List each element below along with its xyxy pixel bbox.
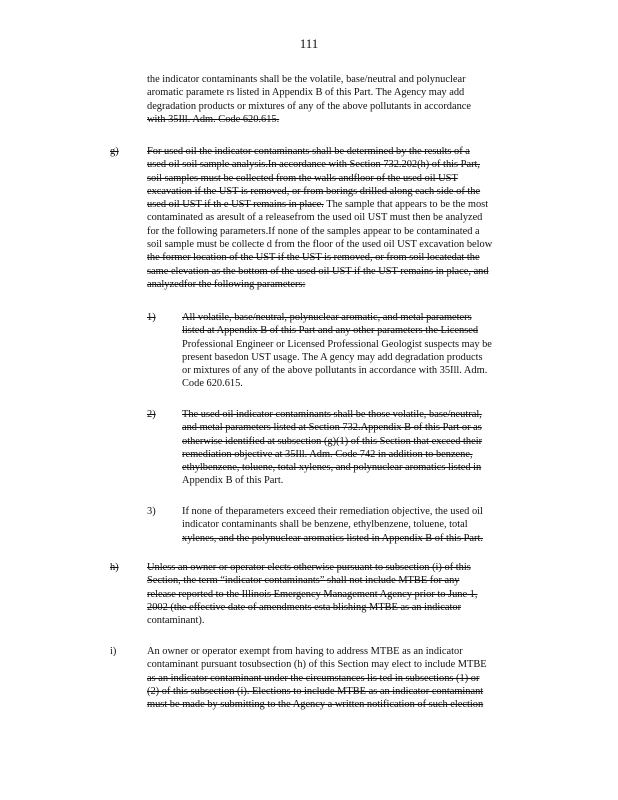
line-text: and metal parameters listed at Section 732.Appendix B of this Part or as bbox=[182, 422, 482, 434]
section-g-line bbox=[147, 172, 492, 185]
line-text: soil sample must be collecte d from the floor of the used oil UST excavation below bbox=[147, 239, 493, 251]
line-text: An owner or operator exempt from having to address MTBE as an indicator bbox=[147, 646, 463, 657]
section-g-line bbox=[147, 145, 492, 158]
line-text: If none of theparameters exceed their remediation objective, the used oil bbox=[182, 506, 483, 517]
item-1-line bbox=[182, 377, 492, 390]
page-number: 111 bbox=[299, 36, 319, 51]
line-text: ethylbenzene, toluene, total xylenes, and polynuclear aromatics listed in bbox=[182, 462, 482, 474]
section-i-line bbox=[147, 672, 487, 685]
section-h-line bbox=[147, 574, 477, 587]
line-text: the indicator contaminants shall be the volatile, base/neutral and polynuclear bbox=[147, 74, 466, 85]
line-text: or mixtures of any of the above pollutants in accordance with 35Ill. Adm. bbox=[182, 365, 488, 377]
line-text: soil samples must be collected from the walls andfloor of the used oil UST bbox=[147, 172, 458, 184]
line-text: present basedon UST usage. The A gency may add degradation products bbox=[182, 351, 483, 363]
line-text: listed at Appendix B of this Part and any other parameters the Licensed bbox=[182, 325, 479, 337]
intro-line bbox=[147, 113, 471, 126]
intro-paragraph bbox=[147, 73, 471, 126]
line-text: used oil UST if th e UST remains in place. bbox=[147, 199, 324, 211]
section-g-line bbox=[147, 278, 492, 291]
item-3-line bbox=[182, 532, 483, 545]
line-text: the former location of the UST if the UST is removed, or from soil locatedat the bbox=[147, 252, 480, 264]
section-h-line bbox=[147, 601, 477, 614]
section-i-line bbox=[147, 645, 487, 658]
section-h-line bbox=[147, 588, 477, 601]
line-text: degradation products or mixtures of any of the above pollutants in accordance bbox=[147, 100, 472, 112]
line-text: excavation if the UST is removed, or from borings drilled along each side of the bbox=[147, 185, 481, 197]
line-text: The used oil indicator contaminants shall be those volatile, base/neutral, bbox=[182, 409, 482, 420]
line-text-rest: The sample that appears to be the most bbox=[323, 199, 489, 211]
item-2-line bbox=[182, 408, 482, 421]
line-text: as an indicator contaminant under the circumstances lis ted in subsections (1) or bbox=[147, 672, 480, 684]
line-text: 2002 (the effective date of amendments esta blishing MTBE as an indicator bbox=[147, 601, 462, 613]
line-text: contaminated as aresult of a releasefrom the used oil UST must then be analyzed bbox=[147, 212, 483, 224]
item-2-line bbox=[182, 421, 482, 434]
intro-line bbox=[147, 86, 471, 99]
line-text: release reported to the Illinois Emergency Management Agency prior to June 1, bbox=[147, 588, 478, 600]
line-text: must be made by submitting to the Agency a written notification of such election bbox=[147, 699, 484, 711]
item-2-line bbox=[182, 474, 482, 487]
section-i-line bbox=[147, 685, 487, 698]
section-g-line bbox=[147, 211, 492, 224]
item-1-paragraph bbox=[182, 311, 492, 391]
section-g-paragraph bbox=[147, 145, 492, 291]
line-text: indicator contaminants shall be benzene, ethylbenzene, toluene, total bbox=[182, 519, 468, 531]
line-text: remediation objective at 35Ill. Adm. Code 742 in addition to benzene, bbox=[182, 448, 473, 460]
line-text: for the following parameters.If none of the samples appear to be contaminated a bbox=[147, 225, 480, 237]
item-1-marker: 1) bbox=[147, 312, 156, 323]
line-text: Appendix B of this Part. bbox=[182, 475, 284, 487]
line-text: otherwise identified at subsection (g)(1) of this Section that exceed their bbox=[182, 435, 483, 447]
item-3-line bbox=[182, 518, 483, 531]
line-text: same elevation as the bottom of the used oil UST if the UST remains in place, and bbox=[147, 265, 489, 277]
item-1-line bbox=[182, 351, 492, 364]
section-g-line bbox=[147, 225, 492, 238]
item-2-line bbox=[182, 461, 482, 474]
line-text: For used oil the indicator contaminants shall be determined by the results of a bbox=[147, 146, 470, 157]
section-i-line bbox=[147, 658, 487, 671]
section-g-line bbox=[147, 238, 492, 251]
section-i-paragraph bbox=[147, 645, 487, 711]
item-2-paragraph bbox=[182, 408, 482, 488]
item-3-marker: 3) bbox=[147, 506, 156, 517]
section-h-paragraph bbox=[147, 561, 477, 627]
section-h-line bbox=[147, 561, 477, 574]
item-1-line bbox=[182, 311, 492, 324]
item-2-line bbox=[182, 435, 482, 448]
item-3-paragraph bbox=[182, 505, 483, 545]
item-1-line bbox=[182, 338, 492, 351]
line-text: xylenes, and the polynuclear aromatics listed in Appendix B of this Part. bbox=[182, 532, 483, 544]
line-text: with 35Ill. Adm. Code 620.615. bbox=[147, 113, 280, 125]
line-text: contaminant pursuant tosubsection (h) of this Section may elect to include MTBE bbox=[147, 659, 487, 671]
item-2-line bbox=[182, 448, 482, 461]
line-text: contaminant). bbox=[147, 615, 205, 627]
line-text: used oil soil sample analysis.In accordance with Section 732.202(h) of this Part, bbox=[147, 159, 481, 171]
section-g-marker: g) bbox=[110, 146, 119, 157]
line-text: All volatile, base/neutral, polynuclear aromatic, and metal parameters bbox=[182, 312, 472, 323]
section-g-line bbox=[147, 158, 492, 171]
intro-line bbox=[147, 73, 471, 86]
item-2-marker: 2) bbox=[147, 409, 156, 420]
line-text: Professional Engineer or Licensed Professional Geologist suspects may be bbox=[182, 338, 492, 350]
section-g-line bbox=[147, 185, 492, 198]
section-i-marker: i) bbox=[110, 646, 117, 657]
section-g-line bbox=[147, 251, 492, 264]
item-3-line bbox=[182, 505, 483, 518]
line-text: (2) of this subsection (i). Elections to include MTBE as an indicator contaminant bbox=[147, 685, 484, 697]
section-i-line bbox=[147, 698, 487, 711]
section-h-marker: h) bbox=[110, 562, 119, 573]
item-1-line bbox=[182, 364, 492, 377]
intro-line bbox=[147, 100, 471, 113]
line-text: Code 620.615. bbox=[182, 378, 243, 390]
section-g-line bbox=[147, 198, 492, 211]
section-h-line bbox=[147, 614, 477, 627]
section-g-line bbox=[147, 265, 492, 278]
line-text: Section, the term “indicator contaminants” shall not include MTBE for any bbox=[147, 575, 460, 587]
line-text: aromatic paramete rs listed in Appendix B of this Part. The Agency may add bbox=[147, 87, 465, 99]
item-1-line bbox=[182, 324, 492, 337]
line-text: Unless an owner or operator elects otherwise pursuant to subsection (i) of this bbox=[147, 562, 471, 573]
line-text: analyzedfor the following parameters: bbox=[147, 278, 306, 290]
